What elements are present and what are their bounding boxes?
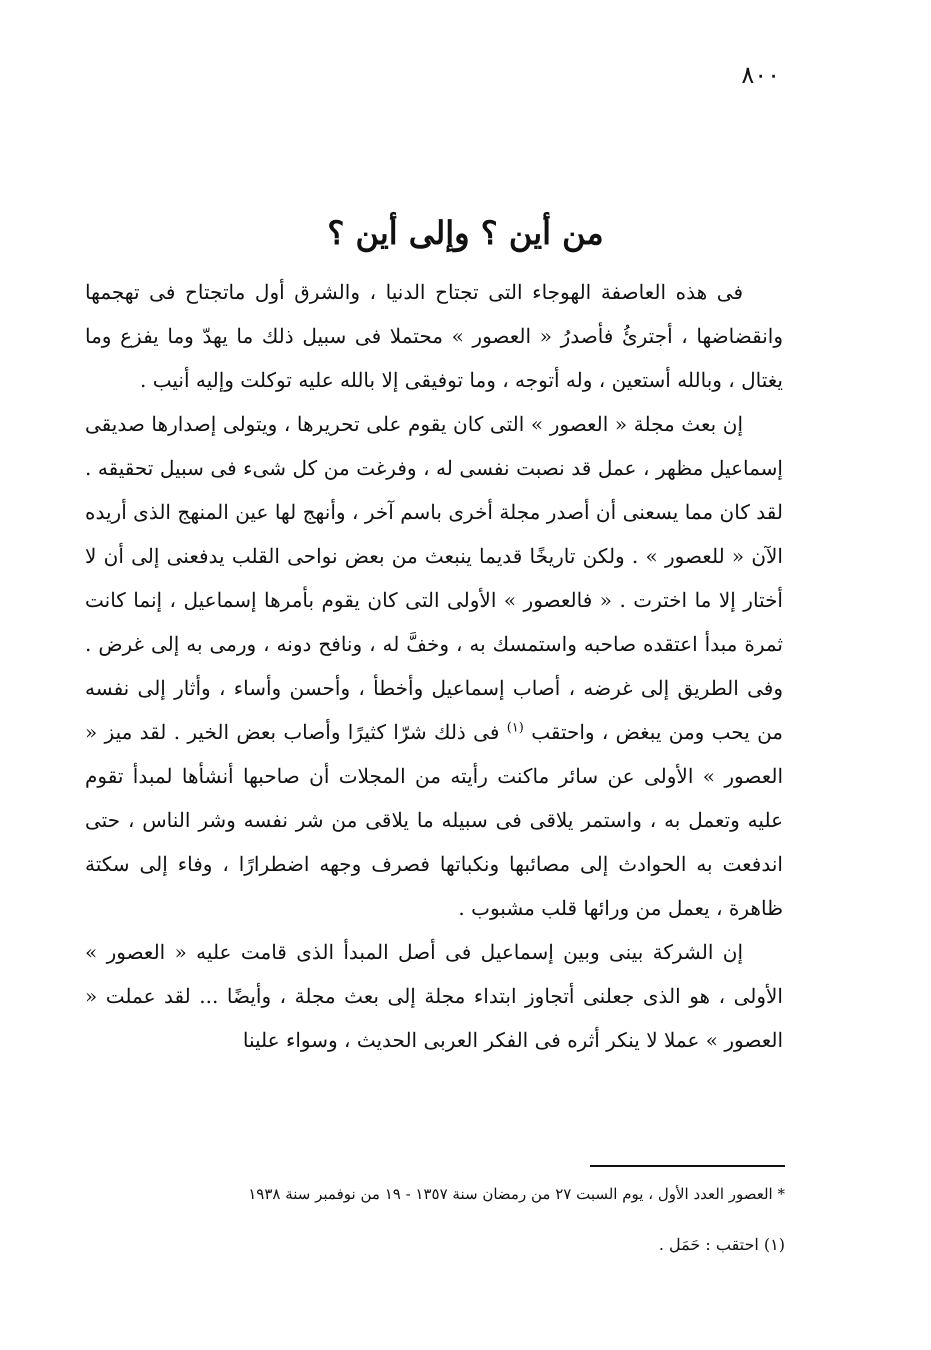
- article-body: [85, 270, 783, 1062]
- article-title: من أين ؟ وإلى أين ؟: [327, 214, 604, 253]
- footnote-1: (١) احتقب : حَمَل .: [658, 1235, 785, 1254]
- page-number: ٨٠٠: [741, 61, 780, 89]
- paragraph-2: [85, 402, 783, 930]
- paragraph-2-part-1: إن بعث مجلة « العصور » التى كان يقوم على تحريرها ، ويتولى إصدارها صديقى إسماعيل مظهر ، عمل قد نصبت نفسى له ، وفرغت من كل شىء فى سبيل تحقيقه . لقد كان مما يسعنى أن أصدر مجلة أخرى باسم آخر ، وأنهج لها عين المنهج الذى أريده الآن « للعصور » . ولكن تاريخًا قديما ينبعث من بعض نواحى القلب يدفعنى إلى أن لا أختار إلا ما اخترت . « فالعصور » الأولى التى كان يقوم بأمرها إسماعيل ، إنما كانت ثمرة مبدأ اعتقده صاحبه واستمسك به ، وخفَّ له ، ونافح دونه ، ورمى به إلى غرض . وفى الطريق إلى غرضه ، أصاب إسماعيل وأخطأ ، وأحسن وأساء ، وأثار إلى نفسه من يحب ومن يبغض ، واحتقب: [85, 412, 784, 744]
- footnote-divider: [590, 1165, 785, 1167]
- footnote-reference: (١): [506, 720, 524, 736]
- paragraph-1: فى هذه العاصفة الهوجاء التى تجتاح الدنيا ، والشرق أول ماتجتاح فى تهجمها وانقضاضها ، أجترئُ فأصدرُ « العصور » محتملا فى سبيل ذلك ما يهدّ وما يفزع وما يغتال ، وبالله أستعين ، وله أتوجه ، وما توفيقى إلا بالله عليه توكلت وإليه أنيب .: [85, 280, 783, 392]
- source-footnote: * العصور العدد الأول ، يوم السبت ٢٧ من رمضان سنة ١٣٥٧ - ١٩ من نوفمبر سنة ١٩٣٨: [248, 1185, 785, 1203]
- paragraph-2-part-2: فى ذلك شرّا كثيرًا وأصاب بعض الخير . لقد ميز « العصور » الأولى عن سائر ماكنت رأيته من المجلات أن صاحبها أنشأها لمبدأ تقوم عليه وتعمل به ، واستمر يلاقى فى سبيله ما يلاقى من شر نفسه وشر الناس ، حتى اندفعت به الحوادث إلى مصائبها ونكباتها فصرف وجهه اضطرارًا ، وفاء إلى سكتة ظاهرة ، يعمل من ورائها قلب مشبوب .: [85, 720, 783, 920]
- paragraph-3: إن الشركة بينى وبين إسماعيل فى أصل المبدأ الذى قامت عليه « العصور » الأولى ، هو الذى جعلنى أتجاوز ابتداء مجلة إلى بعث مجلة ، وأيضًا ... لقد عملت « العصور » عملا لا ينكر أثره فى الفكر العربى الحديث ، وسواء علينا: [85, 940, 783, 1052]
